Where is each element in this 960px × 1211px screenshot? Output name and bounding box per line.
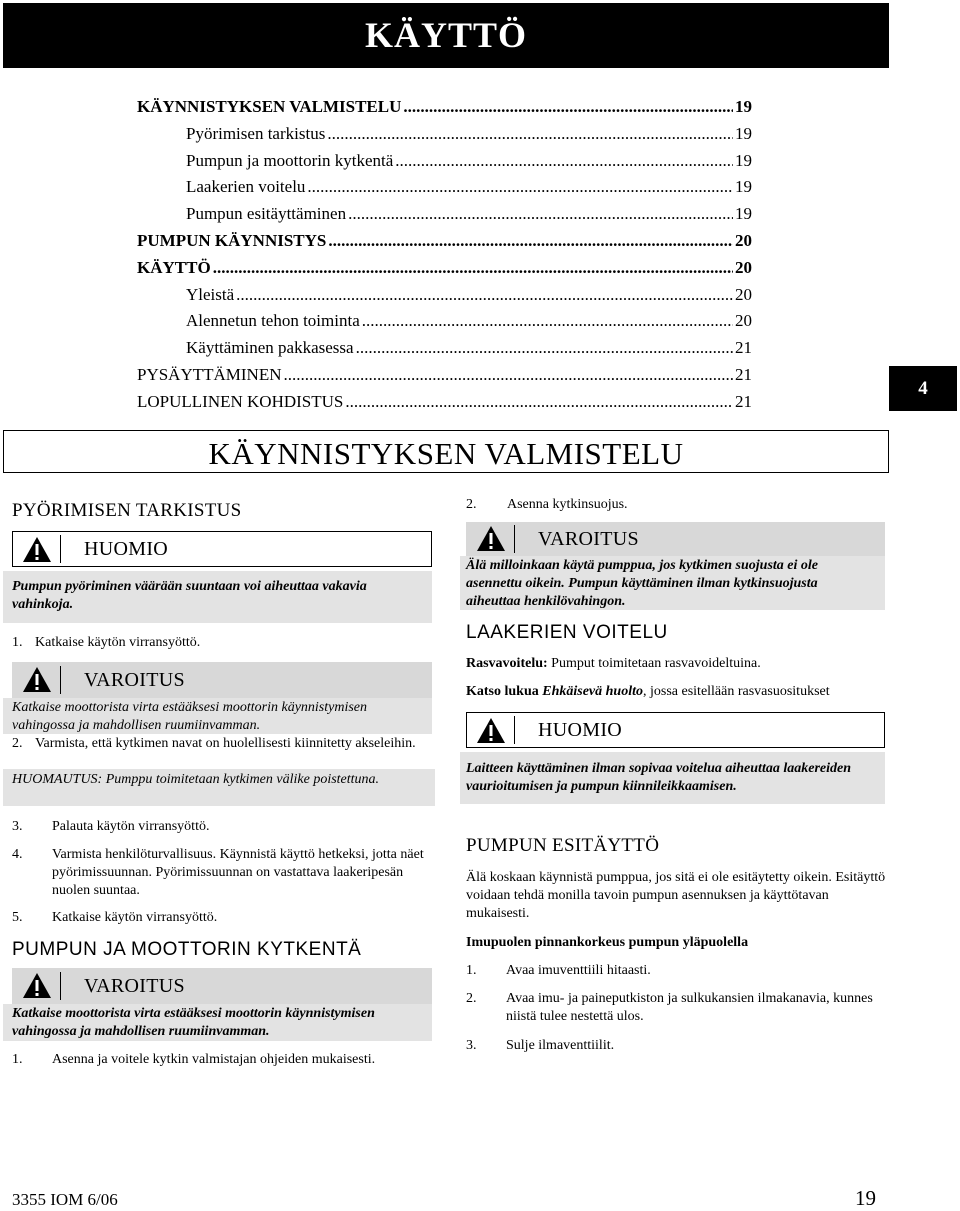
warning-text: Katkaise moottorista virta estääksesi moottorin käynnistymisen vahingossa ja mahdollisen ruumiinvamman. <box>12 700 368 733</box>
toc-entry[interactable] <box>137 225 752 251</box>
step-number: 1. <box>12 1052 23 1067</box>
heading-priming: PUMPUN ESITÄYTTÖ <box>466 835 660 856</box>
note-text: HUOMAUTUS: Pumppu toimitetaan kytkimen välike poistettuna. <box>12 772 380 787</box>
toc-entry-label: KÄYNNISTYKSEN VALMISTELU <box>137 97 402 116</box>
step-number: 2. <box>466 991 477 1006</box>
step-number: 5. <box>12 910 23 925</box>
toc-leader-dots <box>327 124 733 144</box>
toc-entry-label: Pyörimisen tarkistus <box>186 123 326 143</box>
toc-entry-label: Pumpun esitäyttäminen <box>186 204 347 224</box>
heading-rotation-check: PYÖRIMISEN TARKISTUS <box>12 500 242 521</box>
reference-link[interactable]: Ehkäisevä huolto <box>542 684 643 699</box>
step-text: Asenna ja voitele kytkin valmistajan ohjeiden mukaisesti. <box>52 1052 376 1067</box>
toc-leader-dots <box>356 338 733 358</box>
toc-entry-page: 19 <box>735 123 752 143</box>
toc-entry-page: 20 <box>735 311 752 331</box>
step-text: Varmista henkilöturvallisuus. Käynnistä käyttö hetkeksi, jotta näet pyörimissuunnan. Pyörimissuunnan on vastattava laakeripesän nuolen suuntaa. <box>52 847 424 898</box>
warning-label: VAROITUS <box>538 528 639 550</box>
step-text: Avaa imu- ja paineputkiston ja sulkukansien ilmakanavia, kunnes niistä tulee nestettä ulos. <box>506 991 873 1024</box>
toc-entry[interactable] <box>186 145 752 171</box>
toc-entry[interactable] <box>186 305 752 331</box>
toc-entry-label: Pumpun ja moottorin kytkentä <box>186 150 394 170</box>
priming-subheading: Imupuolen pinnankorkeus pumpun yläpuolella <box>466 935 749 950</box>
warning-text: Katkaise moottorista virta estääksesi moottorin käynnistymisen vahingossa ja mahdollisen ruumiinvamman. <box>12 1006 375 1039</box>
icon-divider <box>60 666 61 694</box>
grease-text: Pumput toimitetaan rasvavoideltuina. <box>551 656 761 671</box>
step-number: 4. <box>12 847 23 862</box>
toc-leader-dots <box>348 204 733 224</box>
toc-entry[interactable] <box>186 198 752 224</box>
page-number: 19 <box>855 1186 876 1210</box>
step-number: 2. <box>466 497 477 512</box>
step-text: Katkaise käytön virransyöttö. <box>52 910 218 925</box>
toc-entry-label: Alennetun tehon toiminta <box>186 311 360 331</box>
reference-label: Katso lukua <box>466 684 539 699</box>
toc-entry[interactable] <box>186 279 752 305</box>
toc-entry-label: Laakerien voitelu <box>186 177 306 197</box>
icon-divider <box>60 535 61 563</box>
step-number: 2. <box>12 736 23 751</box>
toc-entry-page: 19 <box>735 177 752 197</box>
toc-entry[interactable] <box>137 386 752 412</box>
toc-leader-dots <box>236 285 733 305</box>
step-number: 1. <box>466 963 477 978</box>
toc-entry-page: 19 <box>735 97 752 116</box>
grease-label: Rasvavoitelu: <box>466 656 548 671</box>
notice-label: HUOMIO <box>538 719 623 741</box>
toc-entry[interactable] <box>186 332 752 358</box>
grease-paragraph <box>466 655 886 673</box>
icon-divider <box>514 525 515 553</box>
warning-triangle-icon <box>22 972 52 999</box>
reference-text: , jossa esitellään rasvasuositukset <box>643 684 830 699</box>
toc-entry-label: LOPULLINEN KOHDISTUS <box>137 391 344 411</box>
notice-header <box>12 531 432 567</box>
priming-text: Älä koskaan käynnistä pumppua, jos sitä ei ole esitäytetty oikein. Esitäyttö voidaan tehdä monilla tavoin pumpun asennuksen ja käyttötavan mukaisesti. <box>466 870 886 921</box>
notice-text: Laitteen käyttäminen ilman sopivaa voitelua aiheuttaa laakereiden vaurioitumisen ja pumpun kiinnileikkaamisen. <box>466 761 851 794</box>
page-title: KÄYTTÖ <box>364 15 528 55</box>
toc-leader-dots <box>362 311 733 331</box>
notice-label: HUOMIO <box>84 538 169 560</box>
toc-entry-label: Käyttäminen pakkasessa <box>186 338 354 358</box>
toc-entry[interactable] <box>186 118 752 144</box>
toc-entry-label: PYSÄYTTÄMINEN <box>137 365 282 384</box>
warning-triangle-icon <box>476 717 506 744</box>
warning-header <box>12 968 432 1004</box>
warning-label: VAROITUS <box>84 975 185 997</box>
toc-leader-dots <box>403 97 733 117</box>
chapter-tab[interactable]: 4 <box>889 366 957 411</box>
warning-text: Älä milloinkaan käytä pumppua, jos kytkimen suojusta ei ole asennettu oikein. Pumpun käyttäminen ilman kytkinsuojusta aiheuttaa henkilövahingon. <box>466 558 818 609</box>
toc-leader-dots <box>284 365 734 385</box>
toc-entry-label: Yleistä <box>186 284 235 304</box>
toc-entry-label: KÄYTTÖ <box>137 257 211 277</box>
warning-label: VAROITUS <box>84 669 185 691</box>
toc-entry-page: 20 <box>735 257 752 277</box>
toc-entry[interactable] <box>186 171 752 197</box>
step-text: Sulje ilmaventtiilit. <box>506 1038 615 1053</box>
toc-entry-page: 19 <box>735 204 752 224</box>
step-text: Asenna kytkinsuojus. <box>507 497 628 512</box>
icon-divider <box>60 972 61 1000</box>
warning-triangle-icon <box>476 525 506 552</box>
step-text: Katkaise käytön virransyöttö. <box>35 635 201 650</box>
toc-entry-page: 21 <box>735 365 752 384</box>
step-number: 3. <box>466 1038 477 1053</box>
step-text: Palauta käytön virransyöttö. <box>52 819 210 834</box>
toc-entry[interactable] <box>137 359 752 385</box>
icon-divider <box>514 716 515 744</box>
notice-header <box>466 712 885 748</box>
heading-coupling: PUMPUN JA MOOTTORIN KYTKENTÄ <box>12 939 362 960</box>
toc-leader-dots <box>307 177 733 197</box>
document-id: 3355 IOM 6/06 <box>12 1190 118 1209</box>
toc-entry[interactable] <box>137 252 752 278</box>
step-number: 1. <box>12 635 23 650</box>
reference-paragraph <box>466 683 886 701</box>
warning-header <box>12 662 432 698</box>
toc-leader-dots <box>213 258 733 278</box>
step-text: Avaa imuventtiili hitaasti. <box>506 963 651 978</box>
toc-entry-label: PUMPUN KÄYNNISTYS <box>137 231 327 250</box>
section-title: KÄYNNISTYKSEN VALMISTELU <box>208 436 684 471</box>
toc-leader-dots <box>328 231 733 251</box>
toc-entry-page: 19 <box>735 150 752 170</box>
heading-bearing-lubrication: LAAKERIEN VOITELU <box>466 622 668 643</box>
toc-entry-page: 20 <box>735 284 752 304</box>
notice-text: Pumpun pyöriminen väärään suuntaan voi aiheuttaa vakavia vahinkoja. <box>12 579 367 612</box>
toc-leader-dots <box>395 151 733 171</box>
step-number: 3. <box>12 819 23 834</box>
toc-entry-page: 20 <box>735 231 752 250</box>
toc-entry-page: 21 <box>735 391 752 411</box>
toc-leader-dots <box>345 392 733 412</box>
toc-entry[interactable] <box>137 91 752 117</box>
toc-entry-page: 21 <box>735 338 752 358</box>
warning-triangle-icon <box>22 536 52 563</box>
warning-triangle-icon <box>22 666 52 693</box>
warning-header <box>466 522 885 556</box>
step-text: Varmista, että kytkimen navat on huolellisesti kiinnitetty akseleihin. <box>35 736 416 751</box>
table-of-contents <box>0 0 760 420</box>
